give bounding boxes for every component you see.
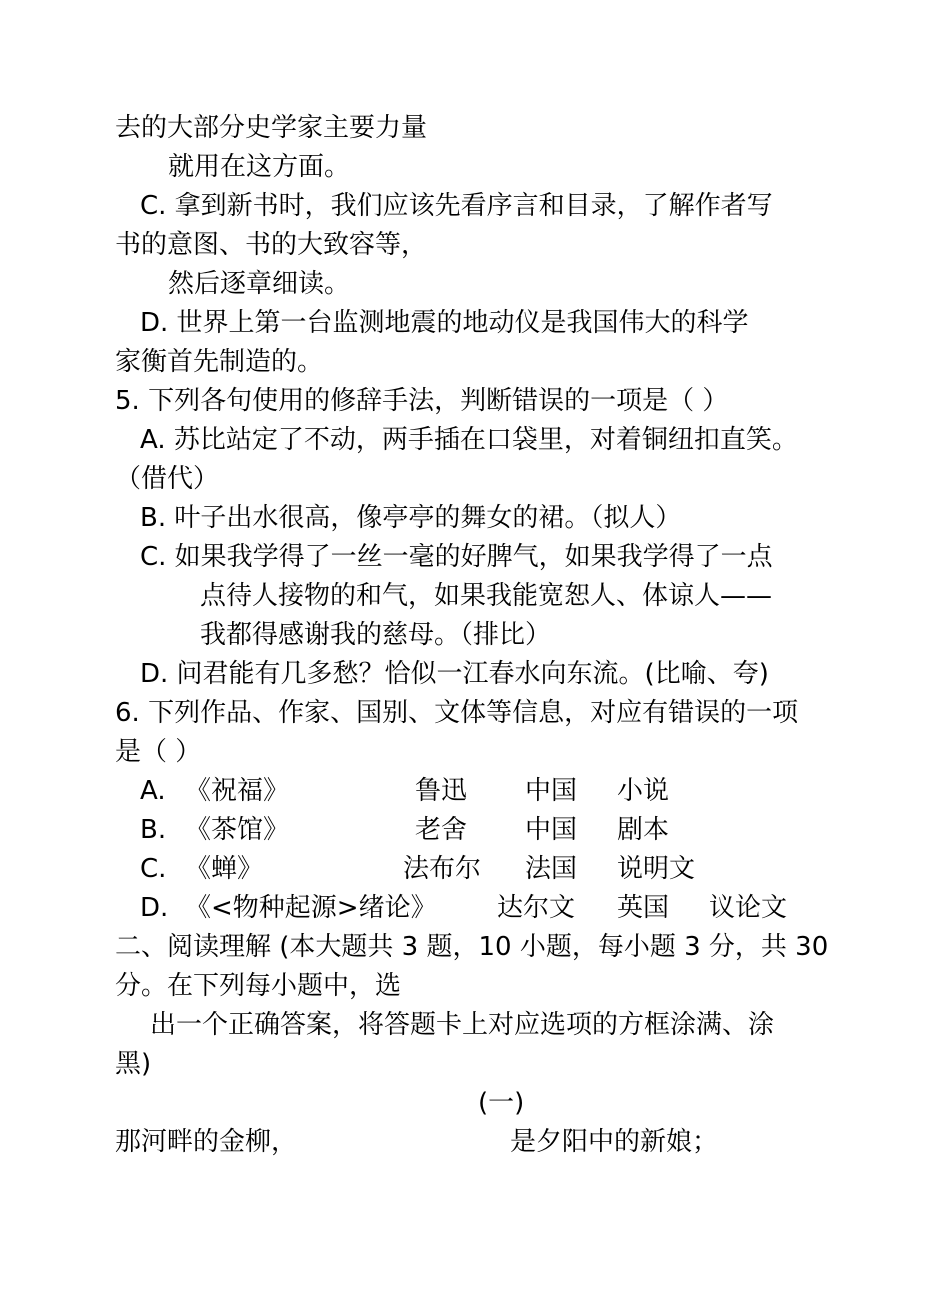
section-heading: 二、阅读理解 (本大题共 3 题，10 小题，每小题 3 分，共 30 (115, 932, 829, 962)
table-row-work: 《茶馆》 (185, 815, 290, 845)
option-d-line: D. 世界上第一台监测地震的地动仪是我国伟大的科学 (140, 308, 749, 338)
question-5-option-a: A. 苏比站定了不动，两手插在口袋里，对着铜纽扣直笑。 (140, 425, 798, 455)
poem-line-right: 是夕阳中的新娘； (510, 1127, 719, 1157)
text-line: 家衡首先制造的。 (115, 347, 324, 377)
table-row-author: 达尔文 (497, 893, 576, 923)
table-row-country: 英国 (617, 893, 670, 923)
table-row-author: 法布尔 (403, 854, 482, 884)
table-row-work: 《蝉》 (185, 854, 264, 884)
question-5-stem: 5. 下列各句使用的修辞手法，判断错误的一项是（ ） (115, 386, 729, 416)
table-row-option: C. (140, 854, 167, 884)
option-c-line: C. 拿到新书时，我们应该先看序言和目录，了解作者写 (140, 191, 773, 221)
question-6-stem: 6. 下列作品、作家、国别、文体等信息，对应有错误的一项 (115, 698, 799, 728)
question-5-option-b: B. 叶子出水很高，像亭亭的舞女的裙。（拟人） (140, 503, 682, 533)
text-line: 是（ ） (115, 737, 202, 767)
text-line: （借代） (115, 464, 220, 494)
text-line: 出一个正确答案，将答题卡上对应选项的方框涂满、涂 (150, 1010, 775, 1040)
text-line: 黑) (115, 1049, 152, 1079)
text-line: 书的意图、书的大致容等， (115, 230, 428, 260)
table-row-country: 中国 (525, 815, 578, 845)
passage-number: (一) (478, 1088, 525, 1118)
table-row-genre: 剧本 (617, 815, 670, 845)
text-line: 点待人接物的和气，如果我能宽恕人、体谅人—— (200, 581, 773, 611)
question-5-option-d: D. 问君能有几多愁？恰似一江春水向东流。(比喻、夸) (140, 659, 769, 689)
text-line: 就用在这方面。 (168, 152, 351, 182)
table-row-option: D. (140, 893, 169, 923)
table-row-genre: 说明文 (617, 854, 696, 884)
table-row-work: 《<物种起源>绪论》 (185, 893, 437, 923)
table-row-work: 《祝福》 (185, 776, 290, 806)
text-line: 分。在下列每小题中，选 (115, 971, 402, 1001)
table-row-genre: 议论文 (709, 893, 788, 923)
text-line: 然后逐章细读。 (168, 269, 351, 299)
question-5-option-c: C. 如果我学得了一丝一毫的好脾气，如果我学得了一点 (140, 542, 773, 572)
text-line: 我都得感谢我的慈母。（排比） (200, 620, 552, 650)
table-row-author: 老舍 (415, 815, 468, 845)
table-row-option: A. (140, 776, 166, 806)
table-row-country: 法国 (525, 854, 578, 884)
table-row-author: 鲁迅 (415, 776, 468, 806)
text-line: 去的大部分史学家主要力量 (115, 113, 428, 143)
table-row-genre: 小说 (617, 776, 670, 806)
poem-line-left: 那河畔的金柳， (115, 1127, 298, 1157)
table-row-option: B. (140, 815, 167, 845)
table-row-country: 中国 (525, 776, 578, 806)
